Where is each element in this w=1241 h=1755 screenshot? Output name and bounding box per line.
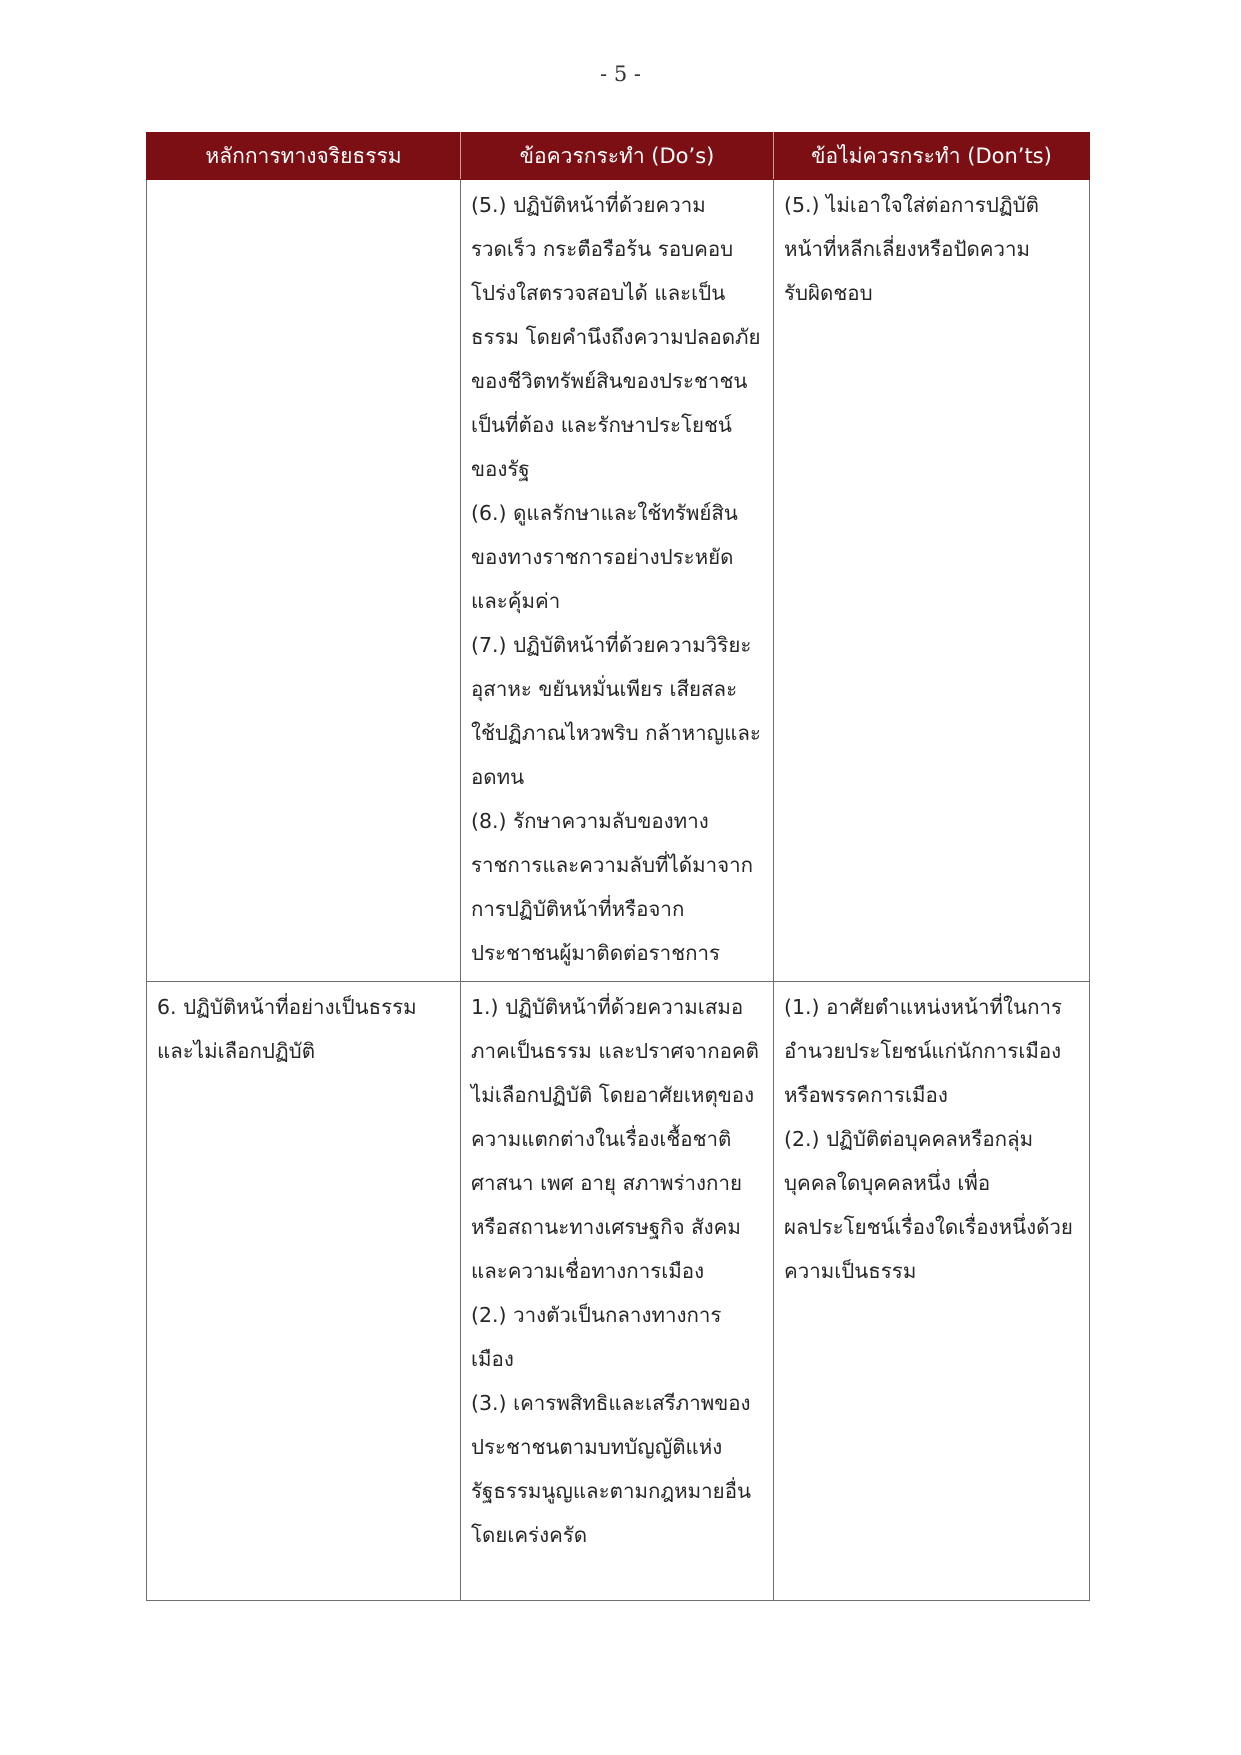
dos-item: (3.) เคารพสิทธิและเสรีภาพของ ประชาชนตามบทบัญญัติแห่ง รัฐธรรมนูญและตามกฎหมายอื่น โดยเคร่งครัด [471,1391,752,1547]
principle-cell [147,982,461,1601]
table-row [147,180,1090,982]
dos-item: 1.) ปฏิบัติหน้าที่ด้วยความเสมอ ภาคเป็นธรรม และปราศจากอคติ ไม่เลือกปฏิบัติ โดยอาศัยเหตุของ ความแตกต่างในเรื่องเชื้อชาติ ศาสนา เพศ อายุ สภาพร่างกาย หรือสถานะทางเศรษฐกิจ สังคม และความเชื่อทางการเมือง [471,995,759,1283]
principle-cell [147,180,461,982]
dos-item: (8.) รักษาความลับของทาง ราชการและความลับที่ได้มาจาก การปฏิบัติหน้าที่หรือจาก ประชาชนผู้มาติดต่อราชการ [471,809,754,965]
table-row [147,982,1090,1601]
dos-item: (2.) วางตัวเป็นกลางทางการเมือง [471,1303,722,1371]
donts-item: (1.) อาศัยตำแหน่งหน้าที่ในการ อำนวยประโยชน์แก่นักการเมือง หรือพรรคการเมือง [784,995,1063,1107]
header-donts: ข้อไม่ควรกระทำ (Don’ts) [774,133,1090,180]
donts-cell [774,982,1090,1601]
header-dos: ข้อควรกระทำ (Do’s) [461,133,774,180]
dos-cell [461,180,774,982]
header-principle: หลักการทางจริยธรรม [147,133,461,180]
page-number: - 5 - [600,62,641,86]
donts-item: (5.) ไม่เอาใจใส่ต่อการปฏิบัติ หน้าที่หลีกเลี่ยงหรือปัดความ รับผิดชอบ [784,193,1039,305]
dos-item: (6.) ดูแลรักษาและใช้ทรัพย์สิน ของทางราชการอย่างประหยัด และคุ้มค่า [471,501,738,613]
table-header-row [147,133,1090,180]
dos-item: (5.) ปฏิบัติหน้าที่ด้วยความ รวดเร็ว กระตือรือร้น รอบคอบ โปร่งใสตรวจสอบได้ และเป็น ธรรม โดยคำนึงถึงความปลอดภัย ของชีวิตทรัพย์สินของประชาชน เป็นที่ต้อง และรักษาประโยชน์ ของรัฐ [471,193,761,481]
donts-item: (2.) ปฏิบัติต่อบุคคลหรือกลุ่ม บุคคลใดบุคคลหนึ่ง เพื่อ ผลประโยชน์เรื่องใดเรื่องหนึ่งด้วย ความเป็นธรรม [784,1127,1073,1283]
donts-cell [774,180,1090,982]
principle-text: 6. ปฏิบัติหน้าที่อย่างเป็นธรรม และไม่เลือกปฏิบัติ [157,995,417,1063]
dos-cell [461,982,774,1601]
ethics-table [146,132,1090,1601]
dos-item: (7.) ปฏิบัติหน้าที่ด้วยความวิริยะ อุสาหะ ขยันหมั่นเพียร เสียสละ ใช้ปฏิภาณไหวพริบ กล้าหาญและ อดทน [471,633,761,789]
